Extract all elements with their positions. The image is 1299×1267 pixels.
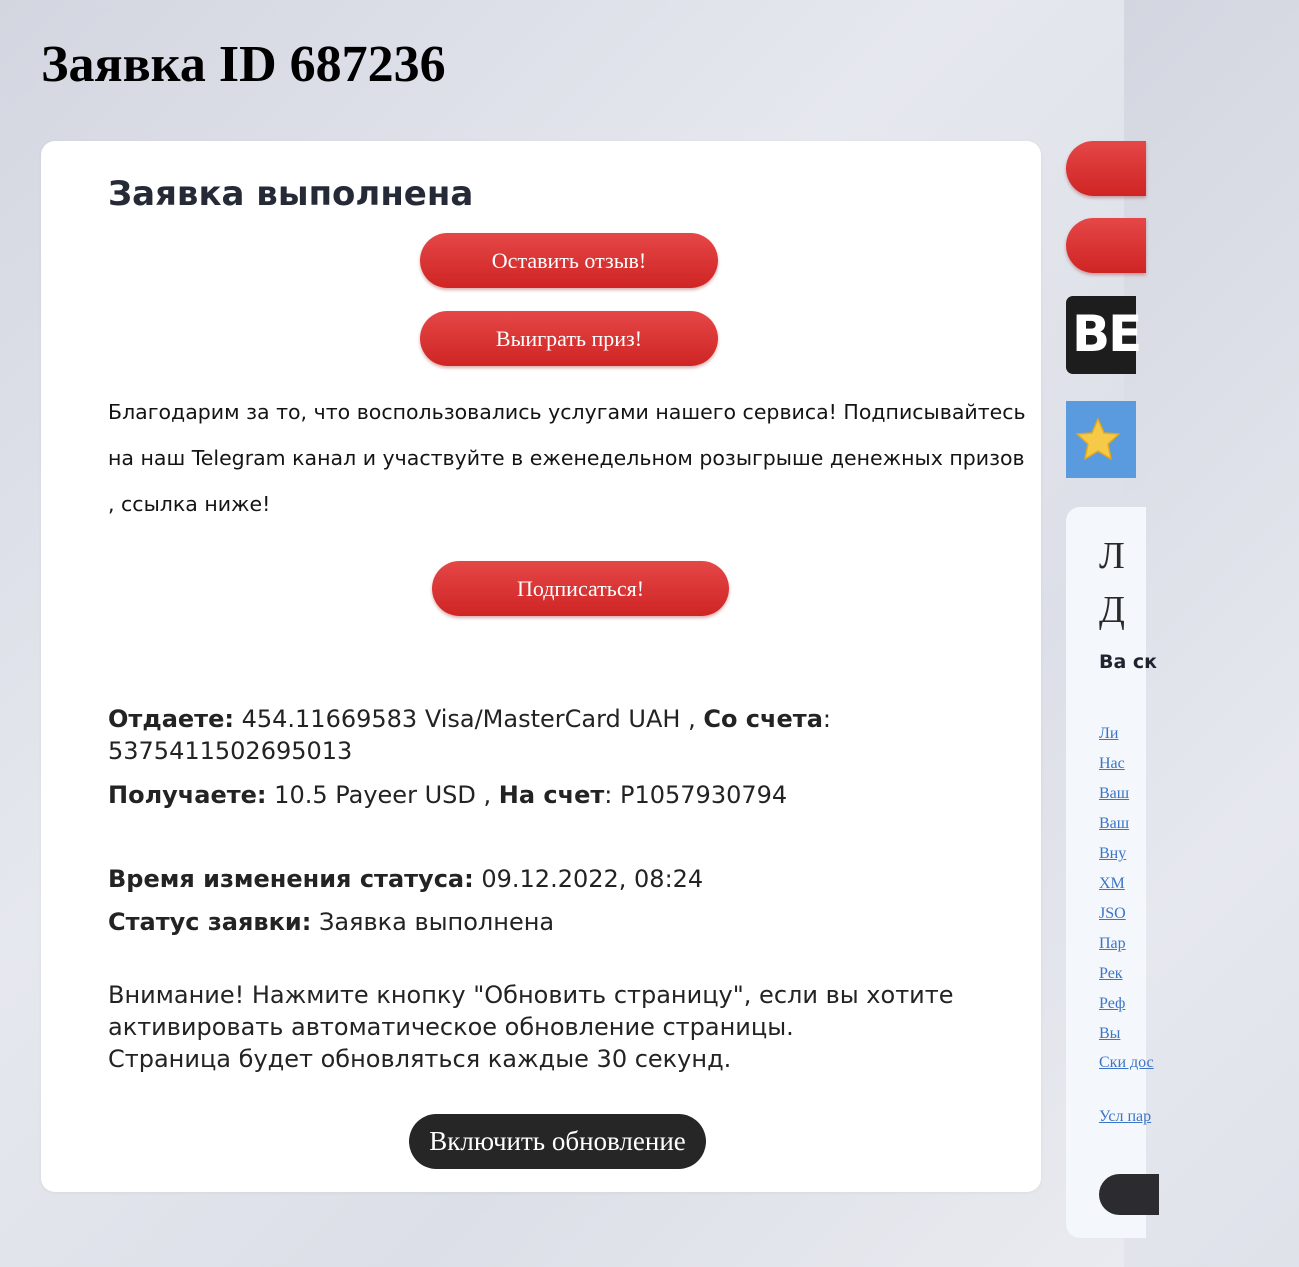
sidebar-link[interactable]: Вы (1099, 1025, 1121, 1042)
sidebar-link[interactable]: Вну (1099, 845, 1127, 862)
get-account-value: : P1057930794 (604, 781, 788, 809)
sidebar-link[interactable]: Ваш (1099, 815, 1130, 832)
status-time-line (108, 863, 703, 895)
sidebar-dark-banner[interactable] (1066, 296, 1141, 374)
sidebar-card-subtitle: Ва ск (1099, 651, 1158, 673)
status-heading: Заявка выполнена (108, 174, 474, 214)
sidebar-link[interactable]: Ли (1099, 725, 1119, 742)
enable-refresh-button[interactable]: Включить обновление (409, 1114, 706, 1169)
status-value: Заявка выполнена (318, 908, 555, 936)
win-prize-button[interactable]: Выиграть приз! (420, 311, 718, 366)
page-title: Заявка ID 687236 (41, 36, 446, 93)
sidebar-link[interactable]: Усл пар (1099, 1108, 1152, 1125)
give-account-value: 5375411502695013 (108, 737, 353, 765)
sidebar-card-title-line-2: Д (1099, 589, 1125, 631)
leave-review-button[interactable]: Оставить отзыв! (420, 233, 718, 288)
subscribe-button[interactable]: Подписаться! (432, 561, 729, 616)
order-card (41, 141, 1041, 1192)
give-account-separator: : (822, 705, 831, 733)
sidebar-link[interactable]: Пар (1099, 935, 1126, 952)
sidebar-link[interactable]: XM (1099, 875, 1125, 892)
give-line (108, 703, 831, 735)
sidebar-link[interactable]: Ваш (1099, 785, 1130, 802)
sidebar-link[interactable]: Нас (1099, 755, 1125, 772)
sidebar-link[interactable]: Рек (1099, 965, 1123, 982)
warning-line-2: активировать автоматическое обновление страницы. (108, 1013, 794, 1041)
sidebar-link[interactable]: JSO (1099, 905, 1126, 922)
give-label: Отдаете: (108, 705, 234, 733)
get-account-label: На счет (498, 781, 605, 809)
status-label: Статус заявки: (108, 908, 312, 936)
status-time-value: 09.12.2022, 08:24 (481, 865, 704, 893)
sidebar-link[interactable]: Реф (1099, 995, 1126, 1012)
give-account-label: Со счета (703, 705, 823, 733)
get-line (108, 779, 787, 811)
sidebar-red-button-2[interactable] (1066, 218, 1146, 273)
warning-line-1: Внимание! Нажмите кнопку "Обновить страницу", если вы хотите (108, 981, 954, 1009)
sidebar-link-list (1099, 719, 1299, 1157)
sidebar-card-title (1099, 529, 1125, 637)
dark-banner-text: BE (1072, 305, 1141, 363)
warning-line-3: Страница будет обновляться каждые 30 секунд. (108, 1045, 732, 1073)
sidebar-link[interactable]: Ски дос (1099, 1054, 1154, 1071)
sidebar-dark-button[interactable] (1099, 1174, 1159, 1215)
get-label: Получаете: (108, 781, 267, 809)
sidebar-red-button-1[interactable] (1066, 141, 1146, 196)
sidebar-card (1066, 507, 1158, 1238)
status-time-label: Время изменения статуса: (108, 865, 474, 893)
star-icon (1074, 417, 1122, 463)
get-value: 10.5 Payeer USD , (274, 781, 492, 809)
status-line (108, 906, 554, 938)
sidebar-card-title-line-1: Л (1099, 535, 1125, 577)
give-value: 454.11669583 Visa/MasterCard UAH , (241, 705, 696, 733)
thanks-message: Благодарим за то, что воспользовались услугами нашего сервиса! Подписывайтесь на наш Telegram канал и участвуйте в еженедельном розыгрыше денежных призов , ссылка ниже! (108, 400, 1026, 516)
sidebar-blue-banner[interactable] (1066, 401, 1136, 478)
